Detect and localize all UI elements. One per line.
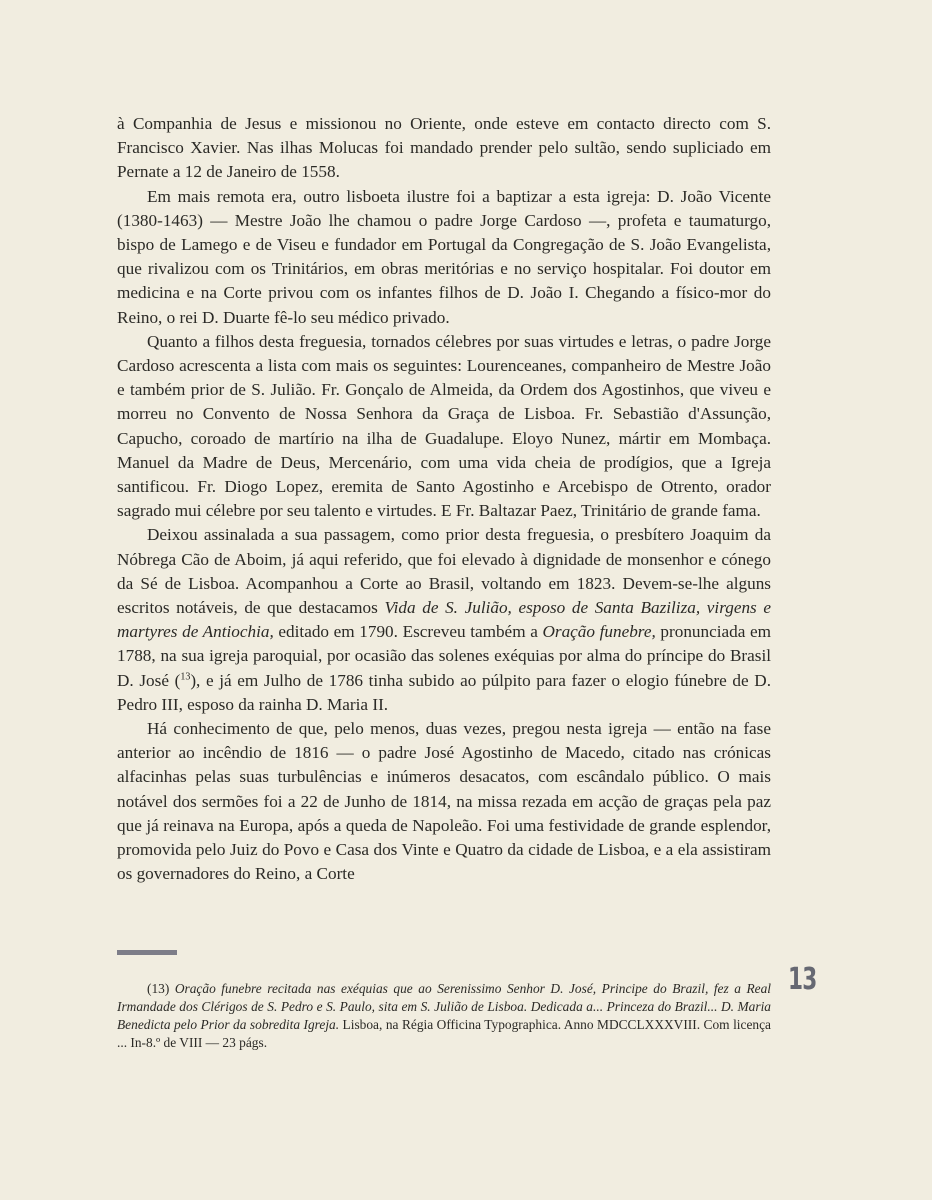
paragraph: Em mais remota era, outro lisboeta ilustre foi a baptizar a esta igreja: D. João Vicente (1380-1463) — Mestre João lhe chamou o padre Jorge Cardoso —, profeta e taumaturgo, bispo de Lamego e de Viseu e fundador em Portugal da Congregação de S. João Evangelista, que rivalizou com os Trinitários, em obras meritórias e no serviço hospitalar. Foi doutor em medicina e na Corte privou com os infantes filhos de D. João I. Chegando a físico-mor do Reino, o rei D. Duarte fê-lo seu médico privado. <box>117 186 771 327</box>
body-text <box>117 112 771 887</box>
footnote <box>117 980 771 1052</box>
text-run: editado em 1790. Escreveu também a <box>273 622 543 642</box>
paragraph <box>117 523 771 717</box>
paragraph: Quanto a filhos desta freguesia, tornados célebres por suas virtudes e letras, o padre Jorge Cardoso acrescenta a lista com mais os seguintes: Lourenceanes, companheiro de Mestre João e também prior de S. Julião. Fr. Gonçalo de Almeida, da Ordem dos Agostinhos, que viveu e morreu no Convento de Nossa Senhora da Graça de Lisboa. Fr. Sebastião d'Assunção, Capucho, coroado de martírio na ilha de Guadalupe. Eloyo Nunez, mártir em Mombaça. Manuel da Madre de Deus, Mercenário, com uma vida cheia de prodígios, que a Igreja santificou. Fr. Diogo Lopez, eremita de Santo Agostinho e Arcebispo de Otrento, orador sagrado mui célebre por seu talento e virtudes. E Fr. Baltazar Paez, Trinitário de grande fama. <box>117 331 771 521</box>
footnote-text <box>117 980 771 1052</box>
footnote-title: Oração funebre recitada nas exéquias que ao Serenissimo Senhor D. José, Principe do Brazil, fez a Real Irmandade dos Clérigos de S. Pedro e S. Paulo, sita em S. Julião de Lisboa. Dedicada a... Princeza do Brazil... D. Maria Benedicta pelo Prior da sobredita Igreja. <box>117 981 771 1032</box>
footnote-reference[interactable]: 13 <box>180 670 191 682</box>
italic-title: Vida de S. Julião, esposo de Santa Baziliza, virgens e martyres de Antiochia, <box>117 598 771 642</box>
text-run: ), e já em Julho de 1786 tinha subido ao púlpito para fazer o elogio fúnebre de D. Pedro III, esposo da rainha D. Maria II. <box>117 670 771 714</box>
footnote-separator <box>117 950 177 955</box>
page-number: 13 <box>788 962 817 997</box>
footnote-marker: (13) <box>147 981 170 996</box>
paragraph: Há conhecimento de que, pelo menos, duas vezes, pregou nesta igreja — então na fase anterior ao incêndio de 1816 — o padre José Agostinho de Macedo, citado nas crónicas alfacinhas pelas suas turbulências e inúmeros desacatos, com escândalo público. O mais notável dos sermões foi a 22 de Junho de 1814, na missa rezada em acção de graças pela paz que já reinava na Europa, após a queda de Napoleão. Foi uma festividade de grande esplendor, promovida pelo Juiz do Povo e Casa dos Vinte e Quatro da cidade de Lisboa, e a ela assistiram os governadores do Reino, a Corte <box>117 719 771 884</box>
paragraph: à Companhia de Jesus e missionou no Oriente, onde esteve em contacto directo com S. Francisco Xavier. Nas ilhas Molucas foi mandado prender pelo sultão, sendo supliciado em Pernate a 12 de Janeiro de 1558. <box>117 114 771 182</box>
footnote-details: Lisboa, na Régia Officina Typographica. Anno MDCCLXXXVIII. Com licença ... In-8.º de VIII — 23 págs. <box>117 1017 771 1050</box>
italic-title: Oração funebre, <box>542 622 656 642</box>
text-run: pronunciada em 1788, na sua igreja paroquial, por ocasião das solenes exéquias por alma do príncipe do Brasil D. José ( <box>117 622 771 690</box>
text-run: Deixou assinalada a sua passagem, como prior desta freguesia, o presbítero Joaquim da Nóbrega Cão de Aboim, já aqui referido, que foi elevado à dignidade de monsenhor e cónego da Sé de Lisboa. Acompanhou a Corte ao Brasil, voltando em 1823. Devem-se-lhe alguns escritos notáveis, de que destacamos <box>117 525 771 618</box>
